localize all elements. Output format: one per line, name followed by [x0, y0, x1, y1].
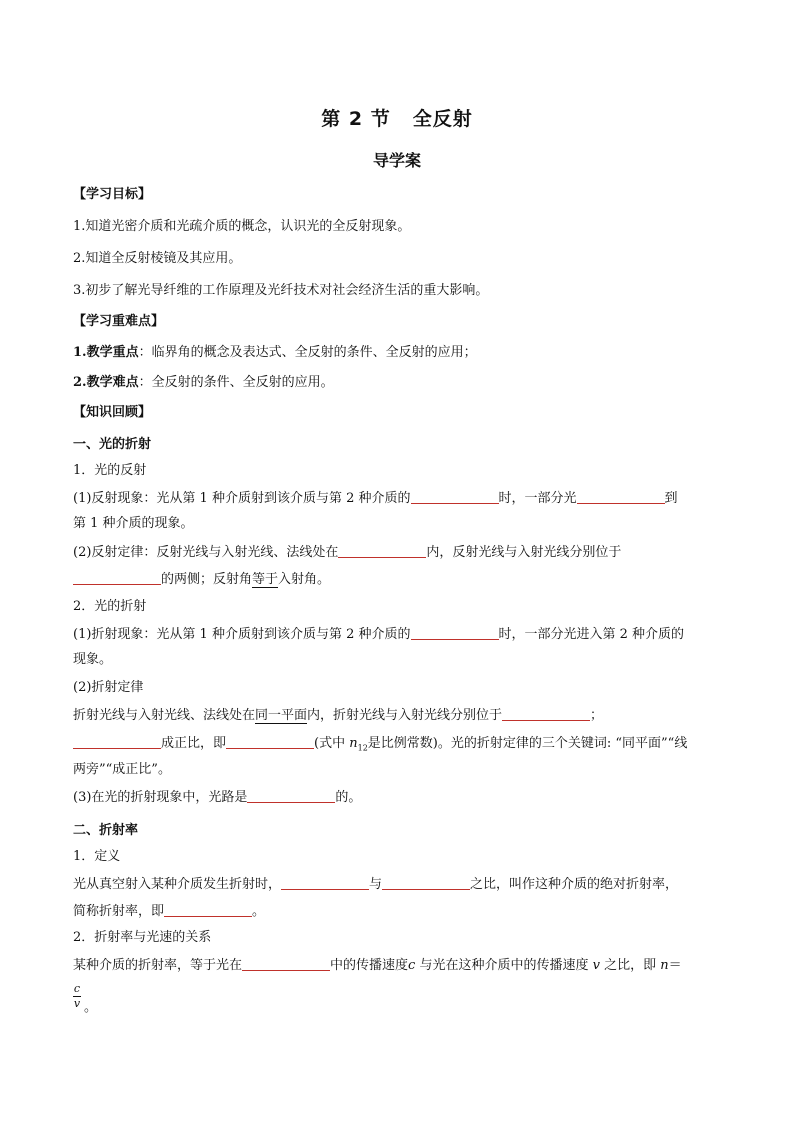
text-segment: 折射光线与入射光线、法线处在: [73, 708, 256, 723]
relation-line: [73, 956, 723, 975]
fraction-denominator: v: [73, 997, 81, 1010]
title-section-number: 第 2 节: [321, 108, 391, 130]
text-segment: 之比，即: [599, 958, 661, 973]
fill-blank[interactable]: [247, 788, 335, 803]
refraction-law-line: [73, 706, 723, 725]
goal-item-1: 1.知道光密介质和光疏介质的概念，认识光的全反射现象。: [73, 219, 411, 234]
subscript: 12: [357, 743, 368, 753]
text-segment: 时，一部分光: [498, 491, 577, 506]
variable-v: v: [592, 958, 600, 973]
fill-blank[interactable]: [411, 625, 499, 640]
text-segment: (3)在光的折射现象中，光路是: [73, 790, 248, 805]
text-segment: 的。: [335, 790, 362, 805]
relation-title: 2．折射率与光速的关系: [73, 930, 212, 945]
fill-blank[interactable]: [338, 543, 426, 558]
review-heading: 【知识回顾】: [73, 405, 152, 420]
text-segment: 之比，叫作这种介质的绝对折射率，: [470, 877, 679, 892]
teaching-difficulty-text: ：全反射的条件、全反射的应用。: [138, 375, 334, 390]
equals-sign: ＝: [668, 958, 682, 973]
section1-heading: 一、光的折射: [73, 437, 152, 452]
text-segment: 与光在这种介质中的传播速度: [415, 958, 593, 973]
keypoints-heading: 【学习重难点】: [73, 314, 165, 329]
fraction-numerator: c: [73, 982, 81, 995]
text-segment: 时，一部分光进入第 2 种介质的: [498, 627, 685, 642]
refraction-title: 2．光的折射: [73, 599, 147, 614]
teaching-focus-text: ：临界角的概念及表达式、全反射的条件、全反射的应用；: [138, 345, 477, 360]
variable-n: n: [349, 736, 358, 751]
goal-item-2: 2.知道全反射棱镜及其应用。: [73, 251, 242, 266]
light-path-line: [73, 788, 723, 807]
refraction-law-line-3: 两旁”“成正比”。: [73, 762, 171, 777]
reflection-phenomenon-line: [73, 489, 723, 508]
fill-blank[interactable]: [73, 570, 161, 585]
definition-line-2: [73, 902, 723, 921]
reflection-law-line-2: [73, 570, 723, 589]
fill-blank[interactable]: [164, 902, 252, 917]
title-topic: 全反射: [412, 108, 473, 130]
reflection-law-line: [73, 543, 723, 562]
text-segment: 入射角。: [278, 572, 331, 587]
page-title: [0, 104, 794, 131]
text-segment: (2)反射定律：反射光线与入射光线、法线处在: [73, 545, 339, 560]
reflection-title: 1．光的反射: [73, 463, 147, 478]
fill-blank[interactable]: [382, 875, 470, 890]
refraction-phenomenon-line-2: 现象。: [73, 652, 113, 667]
reflection-phenomenon-line-2: 第 1 种介质的现象。: [73, 516, 194, 531]
fill-blank[interactable]: [577, 489, 665, 504]
fill-blank[interactable]: [281, 875, 369, 890]
text-segment: 简称折射率，即: [73, 904, 165, 919]
definition-line: [73, 875, 723, 894]
text-segment: 光从真空射入某种介质发生折射时，: [73, 877, 282, 892]
text-segment: 成正比，即: [161, 736, 227, 751]
text-segment: 与: [369, 877, 383, 892]
page-subtitle: 导学案: [372, 151, 421, 170]
fraction-c-over-v: [73, 983, 81, 1010]
fill-blank[interactable]: [73, 734, 161, 749]
fill-blank[interactable]: [411, 489, 499, 504]
section2-heading: 二、折射率: [73, 823, 139, 838]
text-segment: 中的传播速度: [330, 958, 409, 973]
definition-title: 1．定义: [73, 849, 121, 864]
text-segment: 的两侧；反射角: [161, 572, 253, 587]
text-segment: (1)反射现象：光从第 1 种介质射到该介质与第 2 种介质的: [73, 491, 411, 506]
fill-blank[interactable]: [226, 734, 314, 749]
fill-blank[interactable]: [242, 956, 330, 971]
text-segment: 。: [252, 904, 266, 919]
text-segment: 到: [664, 491, 678, 506]
fraction-period: 。: [84, 1000, 98, 1015]
refraction-law-line-2: [73, 734, 723, 758]
variable-n: n: [660, 958, 669, 973]
text-segment: 某种介质的折射率，等于光在: [73, 958, 243, 973]
underlined-text: 等于: [252, 572, 279, 587]
text-segment: 内，反射光线与入射光线分别位于: [426, 545, 622, 560]
text-segment: ；: [590, 708, 604, 723]
text-segment: (1)折射现象：光从第 1 种介质射到该介质与第 2 种介质的: [73, 627, 411, 642]
goals-heading: 【学习目标】: [73, 187, 152, 202]
variable-c: c: [408, 958, 416, 973]
fill-blank[interactable]: [502, 706, 590, 721]
teaching-difficulty-label: 2.教学难点: [73, 375, 139, 390]
teaching-focus-label: 1.教学重点: [73, 345, 139, 360]
text-segment: 是比例常数)。光的折射定律的三个关键词: “同平面”“线: [367, 736, 688, 751]
refraction-phenomenon-line: [73, 625, 723, 644]
refraction-law-title: (2)折射定律: [73, 680, 144, 695]
text-segment: 内，折射光线与入射光线分别位于: [307, 708, 503, 723]
text-segment: (式中: [314, 736, 350, 751]
underlined-text: 同一平面: [255, 708, 308, 723]
teaching-difficulty: [73, 374, 723, 392]
teaching-focus: [73, 344, 723, 362]
goal-item-3: 3.初步了解光导纤维的工作原理及光纤技术对社会经济生活的重大影响。: [73, 283, 489, 298]
